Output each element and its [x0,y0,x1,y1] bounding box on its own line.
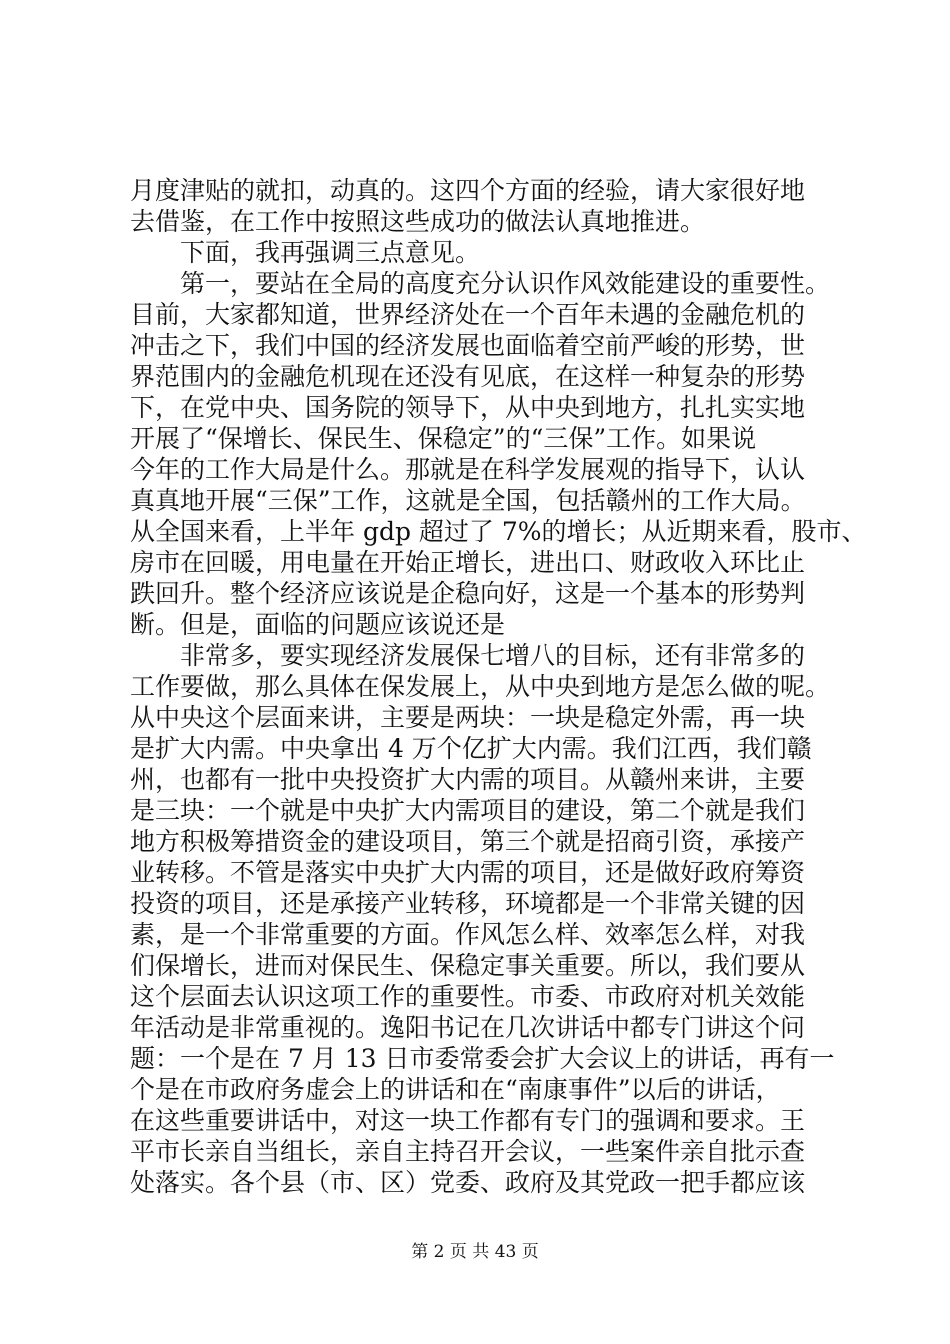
text-line: 投资的项目，还是承接产业转移，环境都是一个非常关键的因 [130,889,806,918]
page-number-footer: 第 2 页 共 43 页 [411,1242,539,1262]
text-line: 工作要做，那么具体在保发展上，从中央到地方是怎么做的呢。 [130,672,831,701]
text-line: 在这些重要讲话中，对这一块工作都有专门的强调和要求。王 [130,1106,806,1135]
text-line: 题：一个是在 7 月 13 日市委常委会扩大会议上的讲话，再有一 [130,1044,835,1073]
text-line: 处落实。各个县（市、区）党委、政府及其党政一把手都应该 [130,1168,806,1197]
text-line: 界范围内的金融危机现在还没有见底，在这样一种复杂的形势 [130,362,806,391]
text-line: 素，是一个非常重要的方面。作风怎么样、效率怎么样，对我 [130,920,806,949]
text-line: 第一，要站在全局的高度充分认识作风效能建设的重要性。 [180,269,831,298]
text-line: 地方积极筹措资金的建设项目，第三个就是招商引资，承接产 [130,827,806,856]
text-line: 年活动是非常重视的。逸阳书记在几次讲话中都专门讲这个问 [130,1013,806,1042]
text-line: 个是在市政府务虚会上的讲话和在“南康事件”以后的讲话， [130,1075,781,1104]
text-line: 真真地开展“三保”工作，这就是全国，包括赣州的工作大局。 [130,486,806,515]
text-line: 们保增长，进而对保民生、保稳定事关重要。所以，我们要从 [130,951,806,980]
text-line: 下面，我再强调三点意见。 [180,238,481,267]
text-line: 是三块：一个就是中央扩大内需项目的建设，第二个就是我们 [130,796,806,825]
text-line: 断。但是，面临的问题应该说还是 [130,610,506,639]
text-line: 去借鉴，在工作中按照这些成功的做法认真地推进。 [130,207,706,236]
text-line: 今年的工作大局是什么。那就是在科学发展观的指导下，认认 [130,455,806,484]
text-line: 业转移。不管是落实中央扩大内需的项目，还是做好政府筹资 [130,858,806,887]
text-line: 开展了“保增长、保民生、保稳定”的“三保”工作。如果说 [130,424,757,453]
text-line: 是扩大内需。中央拿出 4 万个亿扩大内需。我们江西，我们赣 [130,734,812,763]
text-line: 房市在回暖，用电量在开始正增长，进出口、财政收入环比止 [130,548,806,577]
text-line: 下，在党中央、国务院的领导下，从中央到地方，扎扎实实地 [130,393,806,422]
text-line: 这个层面去认识这项工作的重要性。市委、市政府对机关效能 [130,982,806,1011]
text-line: 冲击之下，我们中国的经济发展也面临着空前严峻的形势，世 [130,331,806,360]
text-line: 州，也都有一批中央投资扩大内需的项目。从赣州来讲，主要 [130,765,806,794]
text-line: 从全国来看，上半年 gdp 超过了 7%的增长；从近期来看，股市、 [130,517,867,546]
text-line: 月度津贴的就扣，动真的。这四个方面的经验，请大家很好地 [130,176,806,205]
text-line: 从中央这个层面来讲，主要是两块：一块是稳定外需，再一块 [130,703,806,732]
text-line: 平市长亲自当组长，亲自主持召开会议，一些案件亲自批示查 [130,1137,806,1166]
text-line: 非常多，要实现经济发展保七增八的目标，还有非常多的 [180,641,806,670]
text-line: 目前，大家都知道，世界经济处在一个百年未遇的金融危机的 [130,300,806,329]
text-line: 跌回升。整个经济应该说是企稳向好，这是一个基本的形势判 [130,579,806,608]
